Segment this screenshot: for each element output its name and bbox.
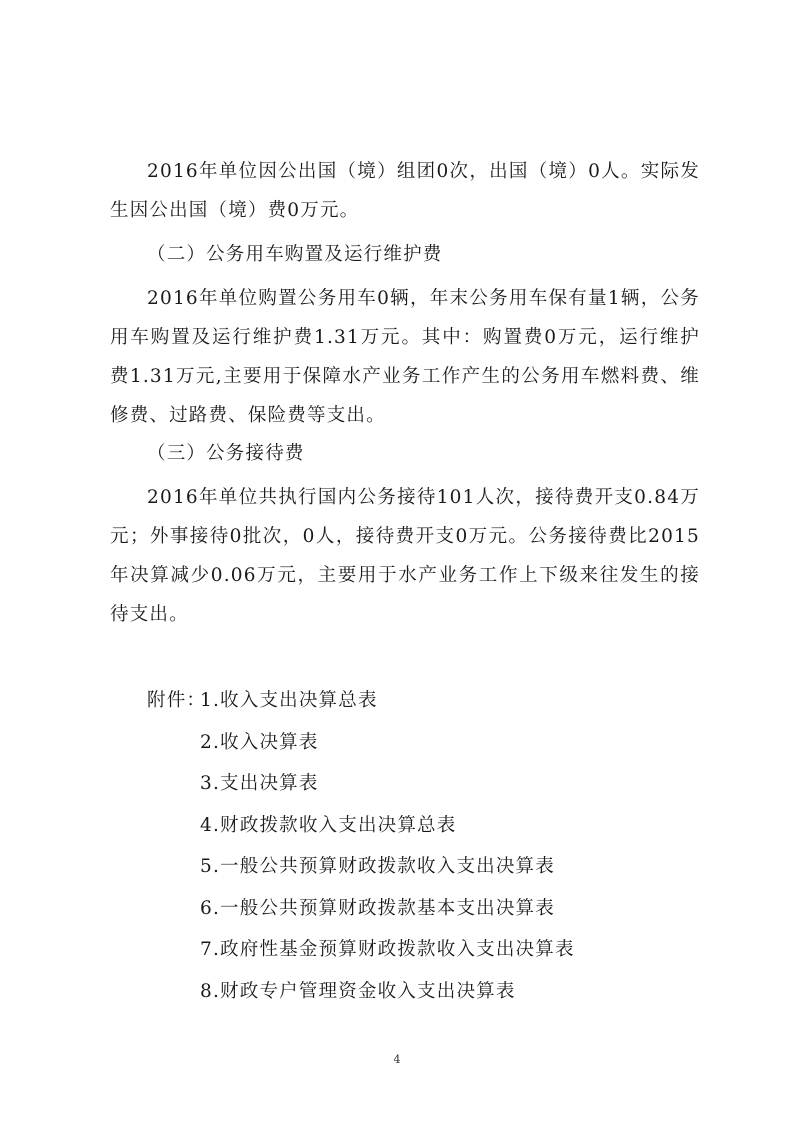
attachment-item: 2.收入决算表 — [200, 731, 319, 753]
paragraph-vehicle-costs: 2016年单位购置公务用车0辆，年末公务用车保有量1辆，公务用车购置及运行维护费1.31万元。其中：购置费0万元，运行维护费1.31万元,主要用于保障水产业务工作产生的公务用车燃料费、维修费、过路费、保险费等支出。 — [110, 288, 700, 426]
attachment-item: 1.收入支出决算总表 — [200, 690, 378, 711]
attachment-item: 7.政府性基金预算财政拨款收入支出决算表 — [200, 939, 575, 960]
attachment-item: 3.支出决算表 — [200, 773, 319, 794]
heading-reception-costs: （三）公务接待费 — [147, 443, 305, 464]
attachment-item: 4.财政拨款收入支出决算总表 — [200, 814, 457, 836]
paragraph-reception-costs: 2016年单位共执行国内公务接待101人次，接待费开支0.84万元；外事接待0批次，0人，接待费开支0万元。公务接待费比2015年决算减少0.06万元，主要用于水产业务工作上下级来往发生的接待支出。 — [110, 487, 700, 625]
page-number: 4 — [393, 1053, 401, 1066]
paragraph-overseas-trips: 2016年单位因公出国（境）组团0次，出国（境）0人。实际发生因公出国（境）费0万元。 — [110, 161, 700, 221]
attachments-label: 附件： — [147, 690, 207, 711]
attachments-list — [200, 686, 575, 1018]
heading-vehicle-costs: （二）公务用车购置及运行维护费 — [147, 244, 443, 265]
attachment-item: 8.财政专户管理资金收入支出决算表 — [200, 980, 516, 1002]
attachment-item: 6.一般公共预算财政拨款基本支出决算表 — [200, 897, 555, 919]
attachment-item: 5.一般公共预算财政拨款收入支出决算表 — [200, 856, 555, 877]
